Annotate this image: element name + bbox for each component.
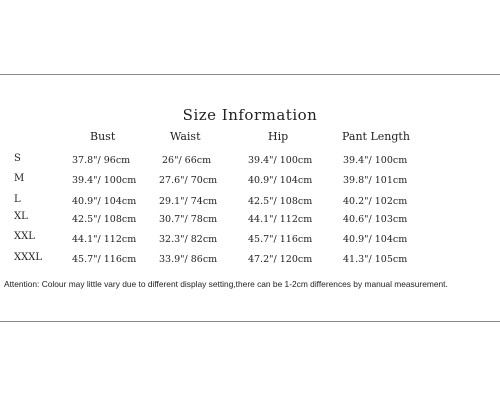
waist-cell: 29.1"/ 74cm bbox=[159, 196, 218, 207]
size-label: M bbox=[14, 173, 25, 184]
pant-cell: 40.2"/ 102cm bbox=[343, 196, 408, 207]
column-header-waist: Waist bbox=[170, 130, 201, 143]
hip-cell: 39.4"/ 100cm bbox=[248, 155, 313, 166]
attention-note: Attention: Colour may little vary due to different display setting,there can be 1-2cm differences by manual measurement. bbox=[4, 279, 448, 289]
size-label: XXXL bbox=[14, 252, 42, 263]
bust-cell: 44.1"/ 112cm bbox=[72, 234, 137, 245]
top-divider bbox=[0, 74, 500, 75]
size-label: XXL bbox=[14, 231, 35, 242]
bust-cell: 42.5"/ 108cm bbox=[72, 214, 137, 225]
hip-cell: 40.9"/ 104cm bbox=[248, 175, 313, 186]
pant-cell: 41.3"/ 105cm bbox=[343, 254, 408, 265]
hip-cell: 45.7"/ 116cm bbox=[248, 234, 313, 245]
waist-cell: 33.9"/ 86cm bbox=[159, 254, 218, 265]
column-header-hip: Hip bbox=[268, 130, 289, 143]
pant-cell: 39.8"/ 101cm bbox=[343, 175, 408, 186]
bust-cell: 40.9"/ 104cm bbox=[72, 196, 137, 207]
bust-cell: 37.8"/ 96cm bbox=[72, 155, 131, 166]
bust-cell: 45.7"/ 116cm bbox=[72, 254, 137, 265]
pant-cell: 39.4"/ 100cm bbox=[343, 155, 408, 166]
hip-cell: 42.5"/ 108cm bbox=[248, 196, 313, 207]
column-header-pant-length: Pant Length bbox=[342, 130, 410, 143]
hip-cell: 44.1"/ 112cm bbox=[248, 214, 313, 225]
waist-cell: 30.7"/ 78cm bbox=[159, 214, 218, 225]
pant-cell: 40.6"/ 103cm bbox=[343, 214, 408, 225]
waist-cell: 26"/ 66cm bbox=[162, 155, 212, 166]
size-label: S bbox=[14, 153, 21, 164]
bust-cell: 39.4"/ 100cm bbox=[72, 175, 137, 186]
size-label: XL bbox=[14, 211, 28, 222]
waist-cell: 27.6"/ 70cm bbox=[159, 175, 218, 186]
pant-cell: 40.9"/ 104cm bbox=[343, 234, 408, 245]
page-title: Size Information bbox=[182, 106, 318, 124]
hip-cell: 47.2"/ 120cm bbox=[248, 254, 313, 265]
column-header-bust: Bust bbox=[90, 130, 116, 143]
bottom-divider bbox=[0, 321, 500, 322]
size-label: L bbox=[14, 194, 21, 205]
waist-cell: 32.3"/ 82cm bbox=[159, 234, 218, 245]
